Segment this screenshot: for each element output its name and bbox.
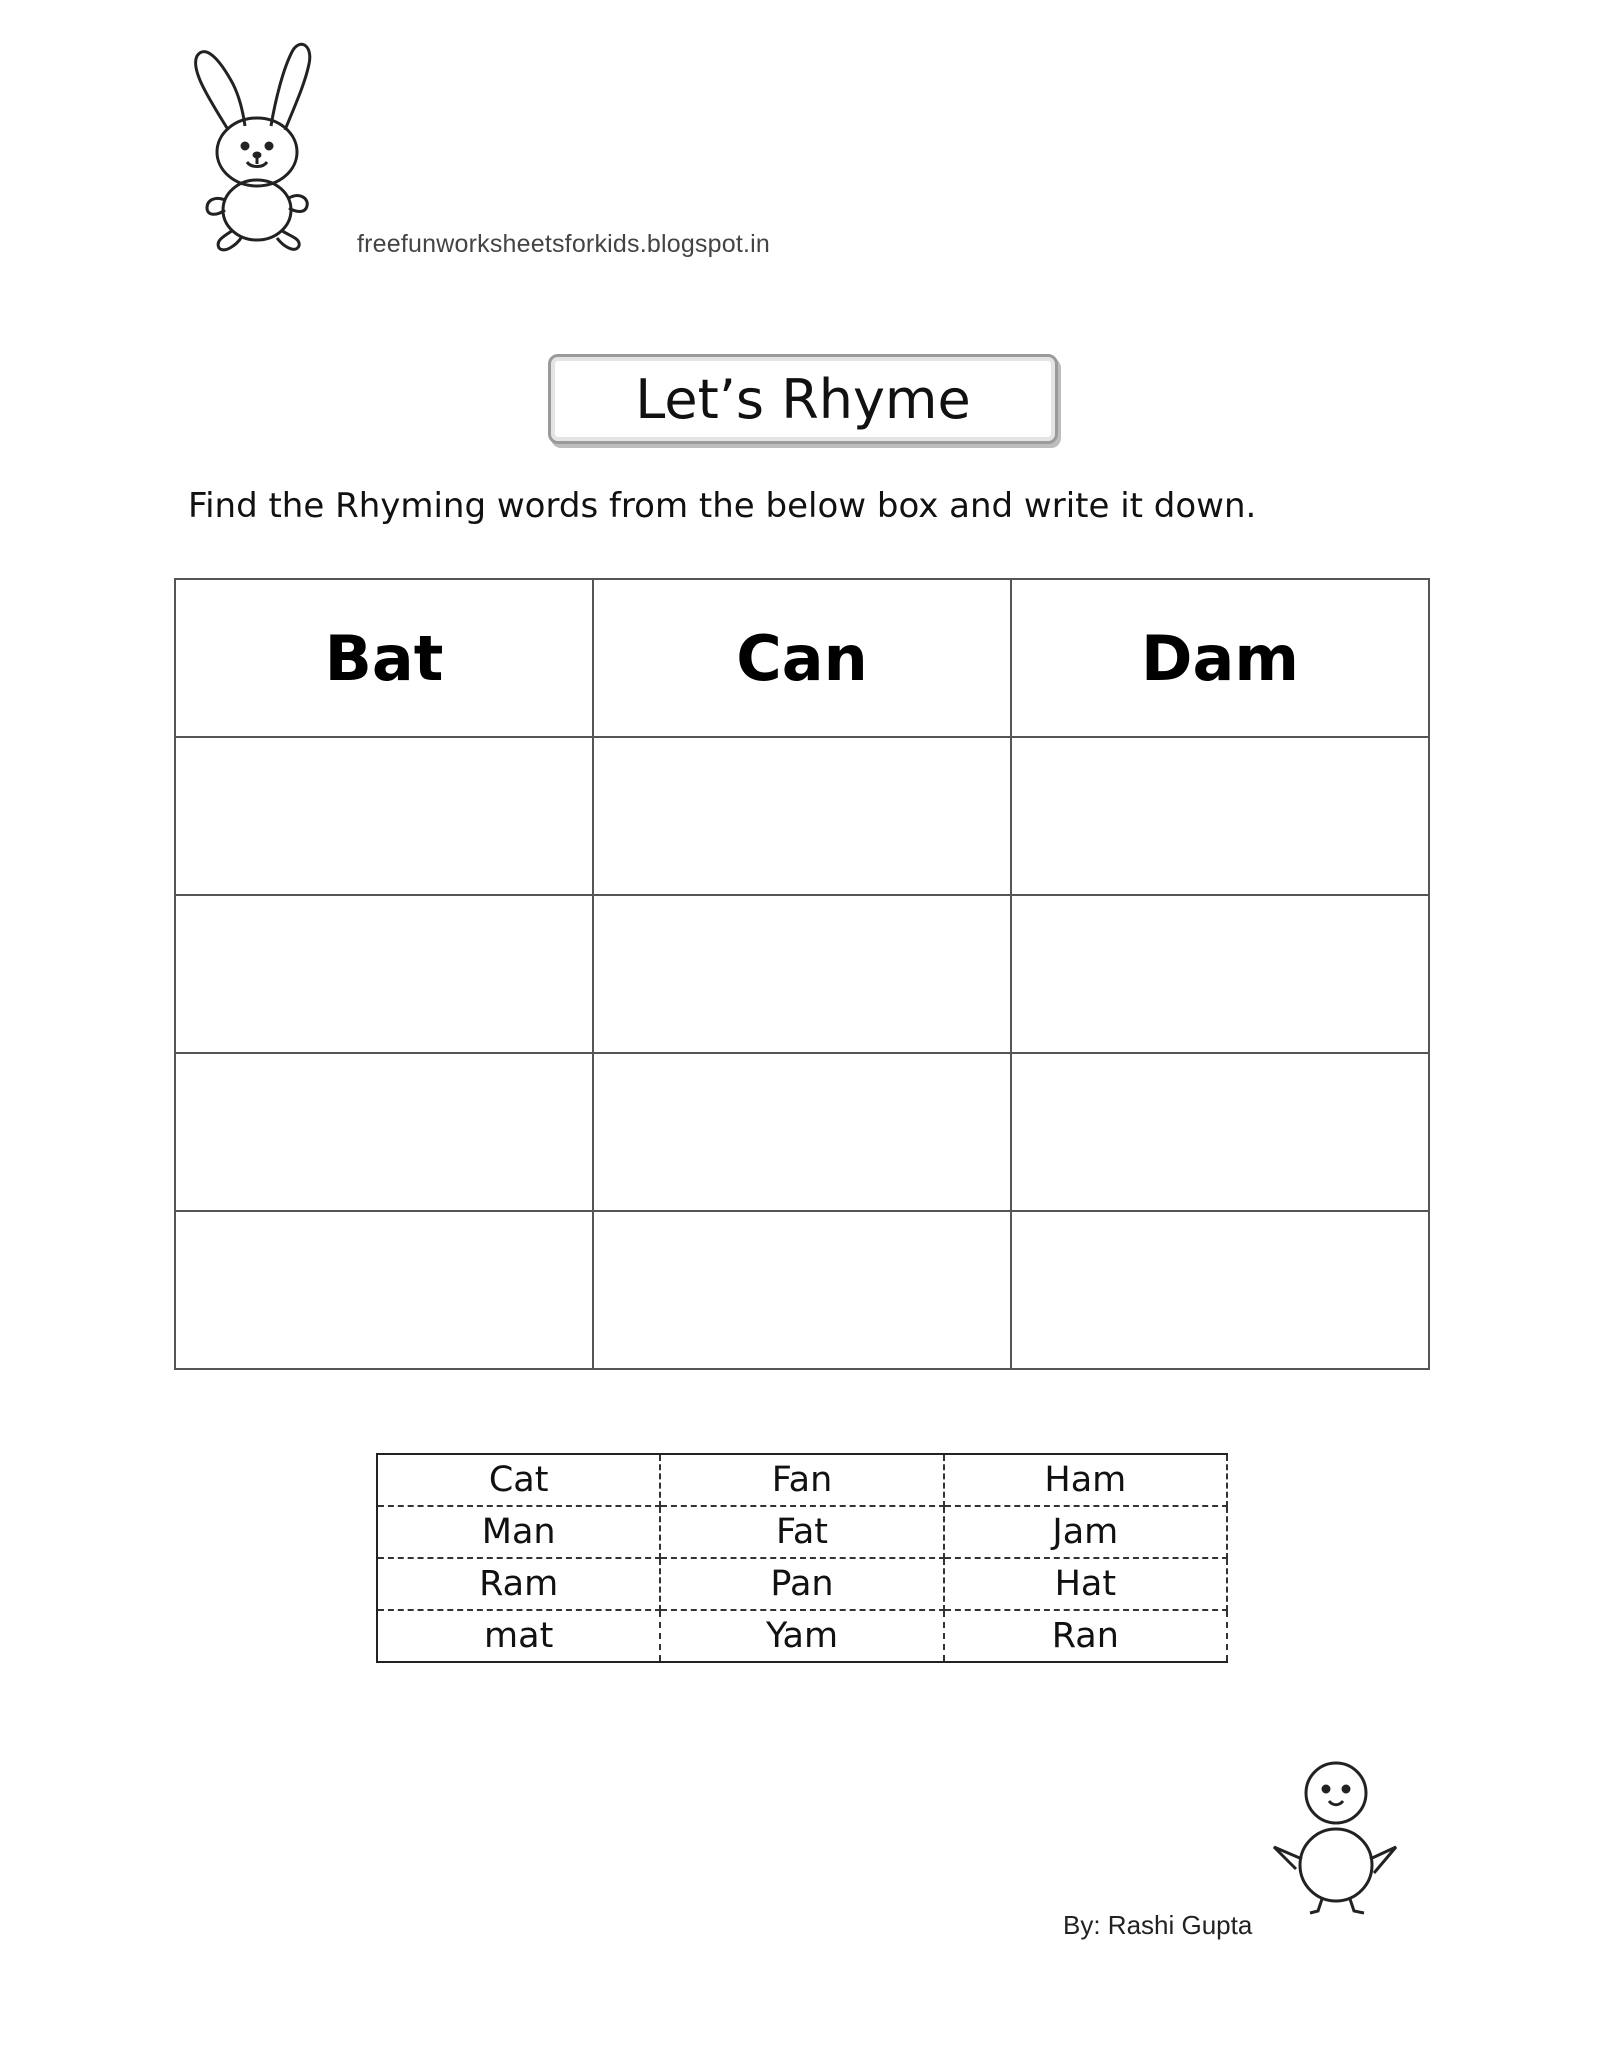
answer-cell[interactable]: [175, 1053, 593, 1211]
word-cell: Fat: [660, 1506, 943, 1558]
word-cell: Hat: [944, 1558, 1227, 1610]
answer-cell[interactable]: [175, 1211, 593, 1369]
word-cell: Jam: [944, 1506, 1227, 1558]
answer-row: [175, 1053, 1429, 1211]
header-dam: Dam: [1011, 579, 1429, 737]
chick-drawing-icon: [1266, 1753, 1406, 1915]
answer-cell[interactable]: [175, 737, 593, 895]
word-cell: mat: [377, 1610, 660, 1662]
answer-cell[interactable]: [175, 895, 593, 1053]
author-credit: By: Rashi Gupta: [1063, 1910, 1253, 1940]
answer-row: [175, 737, 1429, 895]
worksheet-title: Let’s Rhyme: [635, 367, 971, 431]
word-cell: Cat: [377, 1454, 660, 1506]
rhyme-table-header-row: [175, 579, 1429, 737]
word-cell: Ham: [944, 1454, 1227, 1506]
answer-cell[interactable]: [593, 895, 1011, 1053]
answer-cell[interactable]: [593, 1211, 1011, 1369]
answer-row: [175, 895, 1429, 1053]
answer-cell[interactable]: [593, 737, 1011, 895]
title-box: [548, 354, 1058, 444]
header-bat: Bat: [175, 579, 593, 737]
bunny-drawing-icon: [185, 40, 345, 252]
instruction-text: Find the Rhyming words from the below box and write it down.: [188, 486, 1257, 526]
rhyme-table: [174, 578, 1430, 1370]
word-cell: Ran: [944, 1610, 1227, 1662]
word-cell: Ram: [377, 1558, 660, 1610]
answer-cell[interactable]: [1011, 895, 1429, 1053]
website-url: freefunworksheetsforkids.blogspot.in: [357, 230, 770, 258]
answer-cell[interactable]: [1011, 737, 1429, 895]
word-cell: Pan: [660, 1558, 943, 1610]
answer-row: [175, 1211, 1429, 1369]
word-row: [377, 1506, 1227, 1558]
word-box: [376, 1453, 1228, 1663]
word-cell: Yam: [660, 1610, 943, 1662]
word-row: [377, 1558, 1227, 1610]
answer-cell[interactable]: [593, 1053, 1011, 1211]
word-cell: Fan: [660, 1454, 943, 1506]
word-cell: Man: [377, 1506, 660, 1558]
answer-cell[interactable]: [1011, 1211, 1429, 1369]
header-can: Can: [593, 579, 1011, 737]
word-row: [377, 1610, 1227, 1662]
answer-cell[interactable]: [1011, 1053, 1429, 1211]
word-row: [377, 1454, 1227, 1506]
